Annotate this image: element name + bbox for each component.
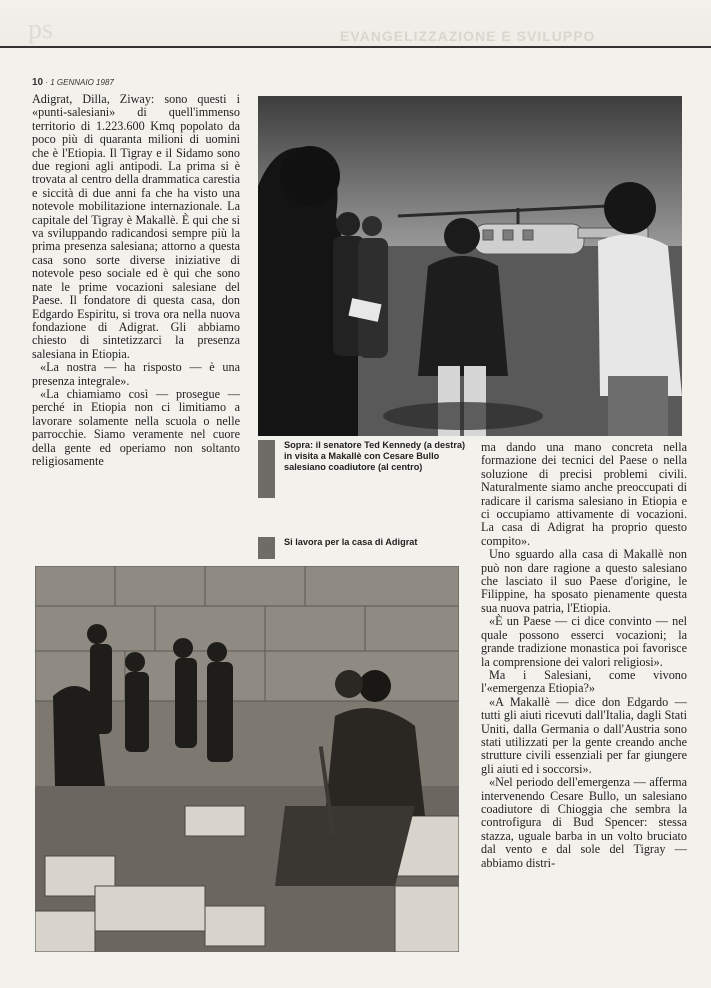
- page-rule: [0, 46, 711, 48]
- photo-kennedy-visit: [258, 96, 682, 436]
- caption-swatch: [258, 440, 275, 498]
- paragraph: Uno sguardo alla casa di Makallè non può non dare ragione a questo salesiano che lasciato il suo Paese d'origine, le Filippine, ha sposato pienamente questa sua nuova patria, l'Etiopia.: [481, 547, 687, 615]
- folio: 10 · 1 GENNAIO 1987: [32, 77, 114, 88]
- page-number: 10: [32, 77, 44, 88]
- paragraph: «La chiamiamo così — prosegue — perché in Etiopia non ci limitiamo a lavorare solamente nella scuola o nelle parrocchie. Siamo veramente nel cuore della gente ed operiamo non soltanto religiosamente: [32, 386, 240, 468]
- facing-page-bleed: [0, 0, 711, 46]
- caption-text: Sopra: il senatore Ted Kennedy (a destra) in visita a Makallè con Cesare Bullo salesiano coadiutore (al centro): [284, 440, 466, 472]
- caption-swatch: [258, 537, 275, 559]
- photo-construction-work: [35, 566, 459, 952]
- paragraph: Ma i Salesiani, come vivono l'«emergenza Etiopia?»: [481, 667, 687, 696]
- caption-top-photo: [258, 440, 468, 498]
- article-column-right: [481, 441, 687, 961]
- photo-kennedy-visit-image: [258, 96, 682, 436]
- issue-date: 1 GENNAIO 1987: [50, 78, 114, 87]
- paragraph: Adigrat, Dilla, Ziway: sono questi i «punti-salesiani» di quell'immenso territorio di 1.223.600 Kmq popolato da poco più di quaranta milioni di uomini che è l'Etiopia. Il Tigray e il Sidamo sono due regioni agli antipodi. La prima si è trovata al centro della drammatica carestia e siccità di due anni fa che ha visto una notevole mobilitazione internazionale. La capitale del Tigray è Makallè. È qui che si va sviluppando radicandosi sempre più la prima presenza salesiana; attorno a questa casa sono sorte diverse iniziative di notevole peso sociale ed è qui che sono nate le prime vocazioni salesiane del Paese. Il fondatore di questa casa, don Edgardo Espiritu, si trova ora nella nuova fondazione di Adigrat. Gli abbiamo chiesto di sintetizzarci la presenza salesiana in Etiopia.: [32, 93, 240, 361]
- caption-text: Si lavora per la casa di Adigrat: [284, 537, 418, 547]
- paragraph: «La nostra — ha risposto — è una presenza integrale».: [32, 360, 240, 388]
- article-column-left: [32, 93, 240, 529]
- photo-construction-work-image: [35, 566, 459, 952]
- paragraph: «È un Paese — ci dice convinto — nel quale possono esserci vocazioni; la grande tradizione monastica poi favorisce la comprensione dei valori religiosi».: [481, 614, 687, 669]
- paragraph: «A Makallè — dice don Edgardo — tutti gli aiuti ricevuti dall'Italia, dagli Stati Uniti, dalla Germania o dall'Austria sono stati utilizzati per la gente creando anche strutture civili essenziali per far giungere gli aiuti ed i soccorsi».: [481, 694, 687, 776]
- ghost-logo: ps: [28, 14, 53, 45]
- paragraph: ma dando una mano concreta nella formazione dei tecnici del Paese o nella soluzione di precisi problemi civili. Naturalmente siamo anche preoccupati di radicare il carisma salesiano in Etiopia e ci occupiamo attivamente di vocazioni. La casa di Adigrat ha proprio questo compito».: [481, 441, 687, 548]
- ghost-section-title: EVANGELIZZAZIONE E SVILUPPO: [340, 28, 596, 44]
- caption-bottom-photo: [258, 537, 468, 559]
- paragraph: «Nel periodo dell'emergenza — afferma intervenendo Cesare Bullo, un salesiano coadiutore di Chioggia che sembra la controfigura di Bud Spencer: stessa stazza, uguale barba in un volto bruciato dal vento e dal sole del Tigray — abbiamo distri-: [481, 775, 687, 870]
